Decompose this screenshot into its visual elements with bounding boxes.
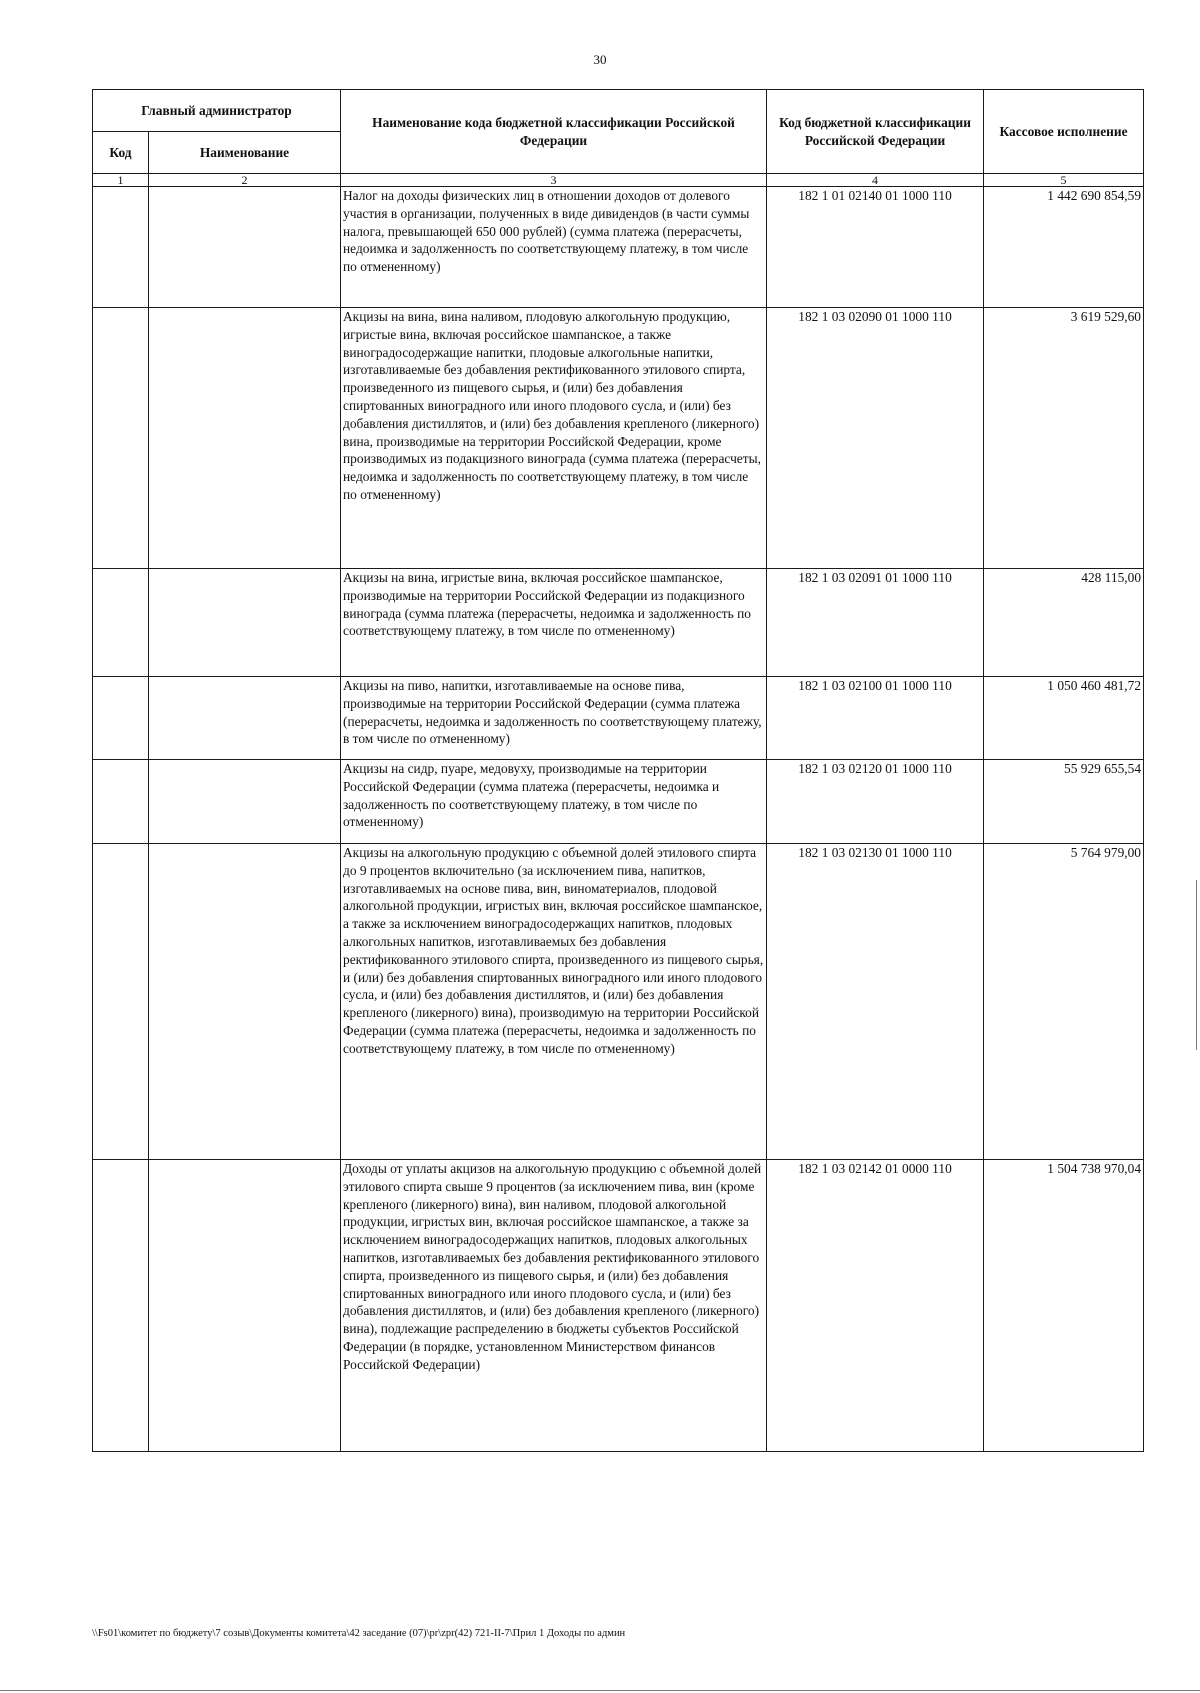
description-cell: Доходы от уплаты акцизов на алкогольную продукцию с объемной долей этилового спирта свыше 9 процентов (за исключением пива, вин (кроме крепленого (ликерного) вина), вин наливом, плодовой алкогольной продукции, игристых вин, включая российское шампанское, а также за исключением виноградосодержащих напитков, плодовых алкогольных напитков, изготавливаемых без добавления ректификованного этилового спирта, произведенного из пищевого сырья, и (или) без добавления спиртованных виноградного или иного плодового сусла, и (или) без добавления дистиллятов, и (или) без добавления крепленого (ликерного) вина), подлежащие распределению в бюджеты субъектов Российской Федерации (в порядке, установленном Министерством финансов Российской Федерации) — [341, 1160, 767, 1452]
kbk-code-cell: 182 1 03 02120 01 1000 110 — [767, 760, 984, 844]
admin-name-cell — [149, 1160, 341, 1452]
admin-code-cell — [93, 308, 149, 569]
admin-code-cell — [93, 844, 149, 1160]
admin-code-cell — [93, 677, 149, 760]
admin-code-cell — [93, 569, 149, 677]
column-numbers-row — [93, 174, 1144, 187]
amount-cell: 5 764 979,00 — [984, 844, 1144, 1160]
table-row — [93, 844, 1144, 1160]
kbk-code-cell: 182 1 03 02090 01 1000 110 — [767, 308, 984, 569]
table-row — [93, 308, 1144, 569]
table-row — [93, 760, 1144, 844]
admin-code-cell — [93, 187, 149, 308]
admin-name-cell — [149, 760, 341, 844]
header-name: Наименование — [149, 132, 341, 174]
admin-name-cell — [149, 844, 341, 1160]
column-number: 3 — [341, 174, 767, 187]
kbk-code-cell: 182 1 01 02140 01 1000 110 — [767, 187, 984, 308]
header-kbk-code: Код бюджетной классификации Российской Федерации — [767, 90, 984, 174]
kbk-code-cell: 182 1 03 02100 01 1000 110 — [767, 677, 984, 760]
description-cell: Акцизы на алкогольную продукцию с объемной долей этилового спирта до 9 процентов включительно (за исключением пива, напитков, изготавливаемых на основе пива, вин, виноматериалов, плодовой алкогольной продукции, игристых вин, включая российское шампанское, а также за исключением виноградосодержащих напитков, плодовых алкогольных напитков, изготавливаемых без добавления ректификованного этилового спирта, произведенного из пищевого сырья, и (или) без добавления спиртованных виноградного или иного плодового сусла, и (или) без добавления дистиллятов, и (или) без добавления крепленого (ликерного) вина), производимую на территории Российской Федерации (сумма платежа (перерасчеты, недоимка и задолженность по соответствующему платежу, в том числе по отмененному) — [341, 844, 767, 1160]
column-number: 4 — [767, 174, 984, 187]
table-row — [93, 1160, 1144, 1452]
amount-cell: 3 619 529,60 — [984, 308, 1144, 569]
header-kbk-name: Наименование кода бюджетной классификации Российской Федерации — [341, 90, 767, 174]
header-main-admin: Главный администратор — [93, 90, 341, 132]
kbk-code-cell: 182 1 03 02142 01 0000 110 — [767, 1160, 984, 1452]
header-code: Код — [93, 132, 149, 174]
column-number: 1 — [93, 174, 149, 187]
scan-edge-line — [0, 1690, 1200, 1691]
admin-name-cell — [149, 677, 341, 760]
table-row — [93, 569, 1144, 677]
kbk-code-cell: 182 1 03 02130 01 1000 110 — [767, 844, 984, 1160]
amount-cell: 1 050 460 481,72 — [984, 677, 1144, 760]
column-number: 5 — [984, 174, 1144, 187]
table-row — [93, 187, 1144, 308]
amount-cell: 55 929 655,54 — [984, 760, 1144, 844]
admin-name-cell — [149, 187, 341, 308]
table-row — [93, 677, 1144, 760]
column-number: 2 — [149, 174, 341, 187]
scan-edge-line — [1196, 880, 1197, 1050]
admin-code-cell — [93, 760, 149, 844]
page-number: 30 — [593, 52, 607, 67]
admin-name-cell — [149, 308, 341, 569]
budget-table — [92, 89, 1144, 1452]
kbk-code-cell: 182 1 03 02091 01 1000 110 — [767, 569, 984, 677]
admin-name-cell — [149, 569, 341, 677]
description-cell: Налог на доходы физических лиц в отношении доходов от долевого участия в организации, полученных в виде дивидендов (в части суммы налога, превышающей 650 000 рублей) (сумма платежа (перерасчеты, недоимка и задолженность по соответствующему платежу, в том числе по отмененному) — [341, 187, 767, 308]
admin-code-cell — [93, 1160, 149, 1452]
description-cell: Акцизы на сидр, пуаре, медовуху, производимые на территории Российской Федерации (сумма платежа (перерасчеты, недоимка и задолженность по соответствующему платежу, в том числе по отмененному) — [341, 760, 767, 844]
amount-cell: 1 504 738 970,04 — [984, 1160, 1144, 1452]
amount-cell: 1 442 690 854,59 — [984, 187, 1144, 308]
description-cell: Акцизы на пиво, напитки, изготавливаемые на основе пива, производимые на территории Российской Федерации (сумма платежа (перерасчеты, недоимка и задолженность по соответствующему платежу, в том числе по отмененному) — [341, 677, 767, 760]
description-cell: Акцизы на вина, вина наливом, плодовую алкогольную продукцию, игристые вина, включая российское шампанское, а также виноградосодержащие напитки, плодовые алкогольные напитки, изготавливаемые без добавления ректификованного этилового спирта, произведенного из пищевого сырья, и (или) без добавления спиртованных виноградного или иного плодового сусла, и (или) без добавления дистиллятов, и (или) без добавления крепленого (ликерного) вина, производимые на территории Российской Федерации, кроме производимых из подакцизного винограда (сумма платежа (перерасчеты, недоимка и задолженность по соответствующему платежу, в том числе по отмененному) — [341, 308, 767, 569]
amount-cell: 428 115,00 — [984, 569, 1144, 677]
description-cell: Акцизы на вина, игристые вина, включая российское шампанское, производимые на территории Российской Федерации из подакцизного винограда (сумма платежа (перерасчеты, недоимка и задолженность по соответствующему платежу, в том числе по отмененному) — [341, 569, 767, 677]
header-execution: Кассовое исполнение — [984, 90, 1144, 174]
footer-file-path: \\Fs01\комитет по бюджету\7 созыв\Документы комитета\42 заседание (07)\pr\zpr(42) 721-II-7\Прил 1 Доходы по админ — [92, 1628, 626, 1639]
